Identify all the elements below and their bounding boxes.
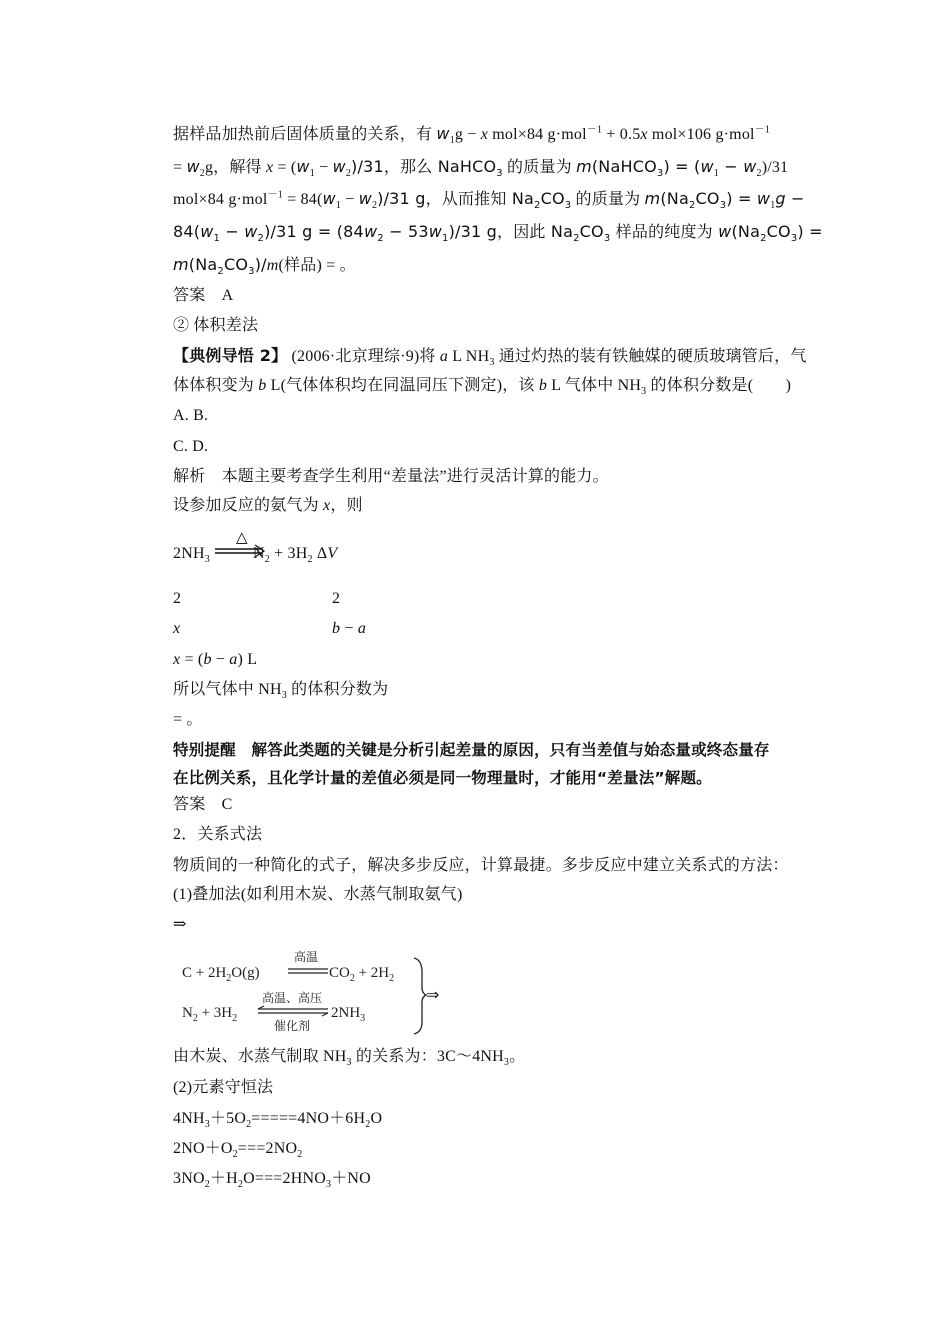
text: ) L [237, 651, 258, 668]
text: (Na [188, 255, 218, 274]
text: L NH [448, 348, 490, 365]
text: 体体积变为 [173, 377, 259, 394]
text: 通过灼热的装有铁触媒的硬质玻璃管后，气 [494, 348, 807, 365]
text: ) = ( [663, 157, 701, 176]
text: w [700, 157, 714, 176]
text: ＋H [209, 1170, 238, 1187]
text: 1 [213, 233, 221, 245]
text: 2 [756, 168, 762, 180]
text: − [719, 157, 744, 176]
text: CO [540, 189, 565, 208]
x-row [173, 618, 473, 640]
text: Δ [312, 545, 328, 562]
text: )/31 g，因此 Na [448, 222, 574, 241]
svg-text:⇒: ⇒ [426, 987, 440, 1004]
text: 2 [232, 1149, 238, 1161]
text: 3 [248, 266, 255, 278]
section-relation: 2．关系式法 [173, 826, 263, 843]
text: 3 [790, 233, 798, 245]
text: mol×106 g·mol [647, 126, 755, 143]
svg-text:高温、高压: 高温、高压 [262, 991, 323, 1005]
coeff-row [173, 588, 473, 610]
delta-symbol: △ [236, 528, 248, 546]
text: 2NH [173, 545, 205, 562]
text: 2 [297, 1149, 303, 1161]
equals-line: = 。 [173, 711, 203, 728]
text: (2006·北京理综·9)将 [287, 348, 440, 365]
text: a [229, 651, 238, 668]
para-line-3 [173, 188, 805, 211]
method-1: (1)叠加法(如利用木炭、水蒸气制取氨气) [173, 886, 463, 903]
svg-text:催化剂: 催化剂 [274, 1019, 311, 1033]
svg-text:2NH3: $2NH_3$ [331, 1005, 366, 1024]
text: g − [454, 126, 481, 143]
options-cd: C. D. [173, 438, 209, 455]
analysis: 解析 本题主要考查学生利用“差量法”进行灵活计算的能力。 [173, 468, 609, 485]
text: m [266, 257, 279, 274]
equation-2 [173, 1138, 302, 1160]
text: )/31 g，从而推知 Na [377, 189, 535, 208]
text: w [200, 222, 214, 241]
text: (NaHCO [591, 157, 657, 176]
text: CO [766, 222, 791, 241]
svg-text:C + 2H2O(g): $C + 2H_2O(g)$ [182, 965, 260, 984]
text: 1 [713, 168, 719, 180]
text: 由木炭、水蒸气制取 NH [173, 1048, 347, 1065]
svg-text:N2 + 3H2: $N_2 + 3H_2$ [182, 1005, 238, 1024]
text: 3 [656, 168, 664, 180]
options-ab: A. B. [173, 407, 209, 424]
text: 。 [509, 1048, 526, 1065]
text: x [480, 126, 489, 143]
text: b [258, 377, 267, 394]
text: CO [579, 222, 604, 241]
text: 2 [377, 233, 384, 245]
text: 84( [173, 222, 201, 241]
answer-2: 答案 C [173, 796, 233, 813]
text: b [538, 377, 548, 394]
text: = [173, 159, 187, 176]
equation-3 [173, 1168, 371, 1190]
text: − [341, 191, 359, 208]
text: 2 [332, 590, 341, 607]
special-tip-line-1: 特别提醒 解答此类题的关键是分析引起差量的原因，只有当差值与始态量或终态量存 [173, 741, 770, 759]
text: x [173, 620, 181, 637]
text: m [173, 255, 189, 274]
text: w [743, 157, 757, 176]
text: 的体积分数为 [286, 681, 389, 698]
text: CO [223, 255, 249, 274]
text: L(气体体积均在同温同压下测定)，该 [266, 377, 539, 394]
text: 的体积分数是( ) [646, 377, 792, 394]
text: 据样品加热前后固体质量的关系，有 [173, 126, 437, 143]
text: m [576, 157, 592, 176]
text: − [220, 222, 245, 241]
text: g − [775, 189, 805, 208]
text: = ( [273, 159, 297, 176]
text: 2 [573, 233, 580, 245]
text: 2NO＋O [173, 1140, 233, 1157]
text: ＋5O [209, 1110, 247, 1127]
text: 2 [204, 1179, 210, 1191]
text: 3NO [173, 1170, 205, 1187]
text: 设参加反应的氨气为 [173, 497, 324, 514]
text: )/ [254, 255, 267, 274]
text: − [340, 620, 358, 637]
para-line-4 [173, 221, 823, 243]
text: mol×84 g·mol [488, 126, 587, 143]
set-x-line [173, 495, 363, 517]
text: )/31 [761, 159, 789, 176]
text: 的质量为 [571, 191, 645, 208]
text: ===2NO [237, 1140, 298, 1157]
text: 3 [719, 200, 727, 212]
text: 2 [199, 168, 205, 180]
text: 3 [325, 1179, 332, 1191]
text: a [439, 348, 449, 365]
fraction-line [173, 679, 388, 701]
text: 3 [496, 168, 503, 180]
text: 2 [688, 200, 696, 212]
text: w [756, 189, 771, 208]
text: w [296, 157, 310, 176]
text: b [332, 620, 341, 637]
text: b [203, 651, 212, 668]
text: 3 [603, 233, 611, 245]
text: V [327, 545, 338, 562]
text: mol×84 g·mol [173, 191, 268, 208]
text: + 3H [269, 545, 308, 562]
text: w [363, 222, 378, 241]
answer-1: 答案 A [173, 287, 234, 304]
text: m [644, 189, 661, 208]
text: 3 [204, 554, 210, 566]
equation-image [176, 950, 446, 1036]
description: 物质间的一种简化的式子，解决多步反应，计算最捷。多步反应中建立关系式的方法： [173, 857, 789, 874]
text: )/31，那么 NaHCO [351, 157, 497, 176]
text: 3 [641, 386, 647, 398]
text: O [370, 1110, 383, 1127]
text: 3 [564, 200, 572, 212]
text: 4NH [173, 1110, 205, 1127]
text: ，则 [330, 497, 363, 514]
text: 2 [173, 590, 182, 607]
text: g，解得 [204, 159, 266, 176]
text: O===2HNO [243, 1170, 326, 1187]
text: 1 [309, 168, 315, 180]
text: w [186, 157, 200, 176]
text: 2 [257, 233, 265, 245]
section-volume-diff: ② 体积差法 [173, 317, 259, 334]
text: －1 [754, 124, 771, 136]
svg-text:CO2 + 2H2: $CO_2 + 2H_2$ [329, 965, 395, 984]
text: N [252, 545, 265, 562]
text: ) = [797, 222, 823, 241]
text: 的质量为 [502, 159, 577, 176]
x-equals [173, 649, 257, 671]
text: − 53 [383, 222, 429, 241]
text: =====4NO＋6H [251, 1110, 366, 1127]
text: x [265, 159, 274, 176]
text: a [357, 620, 367, 637]
text: )/31 g = (84 [264, 222, 364, 241]
text: 样品的纯度为 [610, 222, 719, 241]
text: 3 [503, 1057, 510, 1069]
implies-symbol: ⇒ [173, 916, 187, 933]
heat-arrow-icon [210, 528, 270, 562]
text: 1 [442, 233, 449, 245]
text: − [314, 159, 333, 176]
text: w [322, 189, 336, 208]
text: －1 [586, 124, 603, 136]
text: 2 [237, 1179, 244, 1191]
svg-text:高温: 高温 [294, 950, 319, 964]
text: ＋NO [331, 1170, 371, 1187]
text: 2 [264, 554, 270, 566]
text: 1 [770, 200, 776, 212]
text: = 84( [282, 191, 323, 208]
text: (Na [731, 222, 761, 241]
text: w [718, 222, 732, 241]
equation-1 [173, 1108, 382, 1130]
method-2: (2)元素守恒法 [173, 1079, 274, 1096]
text: 1 [449, 135, 455, 147]
text: w [332, 157, 346, 176]
text: 所以气体中 NH [173, 681, 282, 698]
para-line-5 [173, 254, 356, 277]
text: 2 [345, 168, 352, 180]
text: 2 [534, 200, 541, 212]
text: 3 [281, 690, 287, 702]
para-line-1 [173, 123, 770, 146]
special-tip-line-2: 在比例关系，且化学计量的差值必须是同一物理量时，才能用“差量法”解题。 [173, 769, 712, 787]
text: 2 [217, 266, 224, 278]
example-label: 【典例导悟 2】 [173, 346, 288, 365]
text: + 0.5 [602, 126, 641, 143]
text: (样品) = 。 [278, 257, 356, 274]
relation-line [173, 1046, 525, 1068]
text: 3 [204, 1119, 210, 1131]
text: 2 [760, 233, 767, 245]
text: 2 [371, 200, 378, 212]
example-2-line-1 [173, 345, 807, 368]
text: x [323, 497, 331, 514]
example-2-line-2 [173, 375, 791, 397]
text: ) = [726, 189, 757, 208]
text: x [173, 651, 181, 668]
text: w [358, 189, 372, 208]
text: = ( [180, 651, 204, 668]
text: 3 [489, 357, 495, 369]
text: w [244, 222, 258, 241]
text: (Na [660, 189, 689, 208]
text: − [211, 651, 230, 668]
text: 3 [346, 1057, 352, 1069]
text: CO [695, 189, 720, 208]
para-line-2 [173, 156, 788, 179]
text: L 气体中 NH [547, 377, 642, 394]
text: w [436, 124, 450, 143]
text: 2 [307, 554, 313, 566]
text: －1 [267, 189, 283, 201]
text: x [640, 126, 648, 143]
text: 2 [365, 1119, 371, 1131]
text: 2 [246, 1119, 252, 1131]
text: 的关系为：3C～4NH [351, 1048, 504, 1065]
text: w [428, 222, 443, 241]
text: 1 [335, 200, 342, 212]
